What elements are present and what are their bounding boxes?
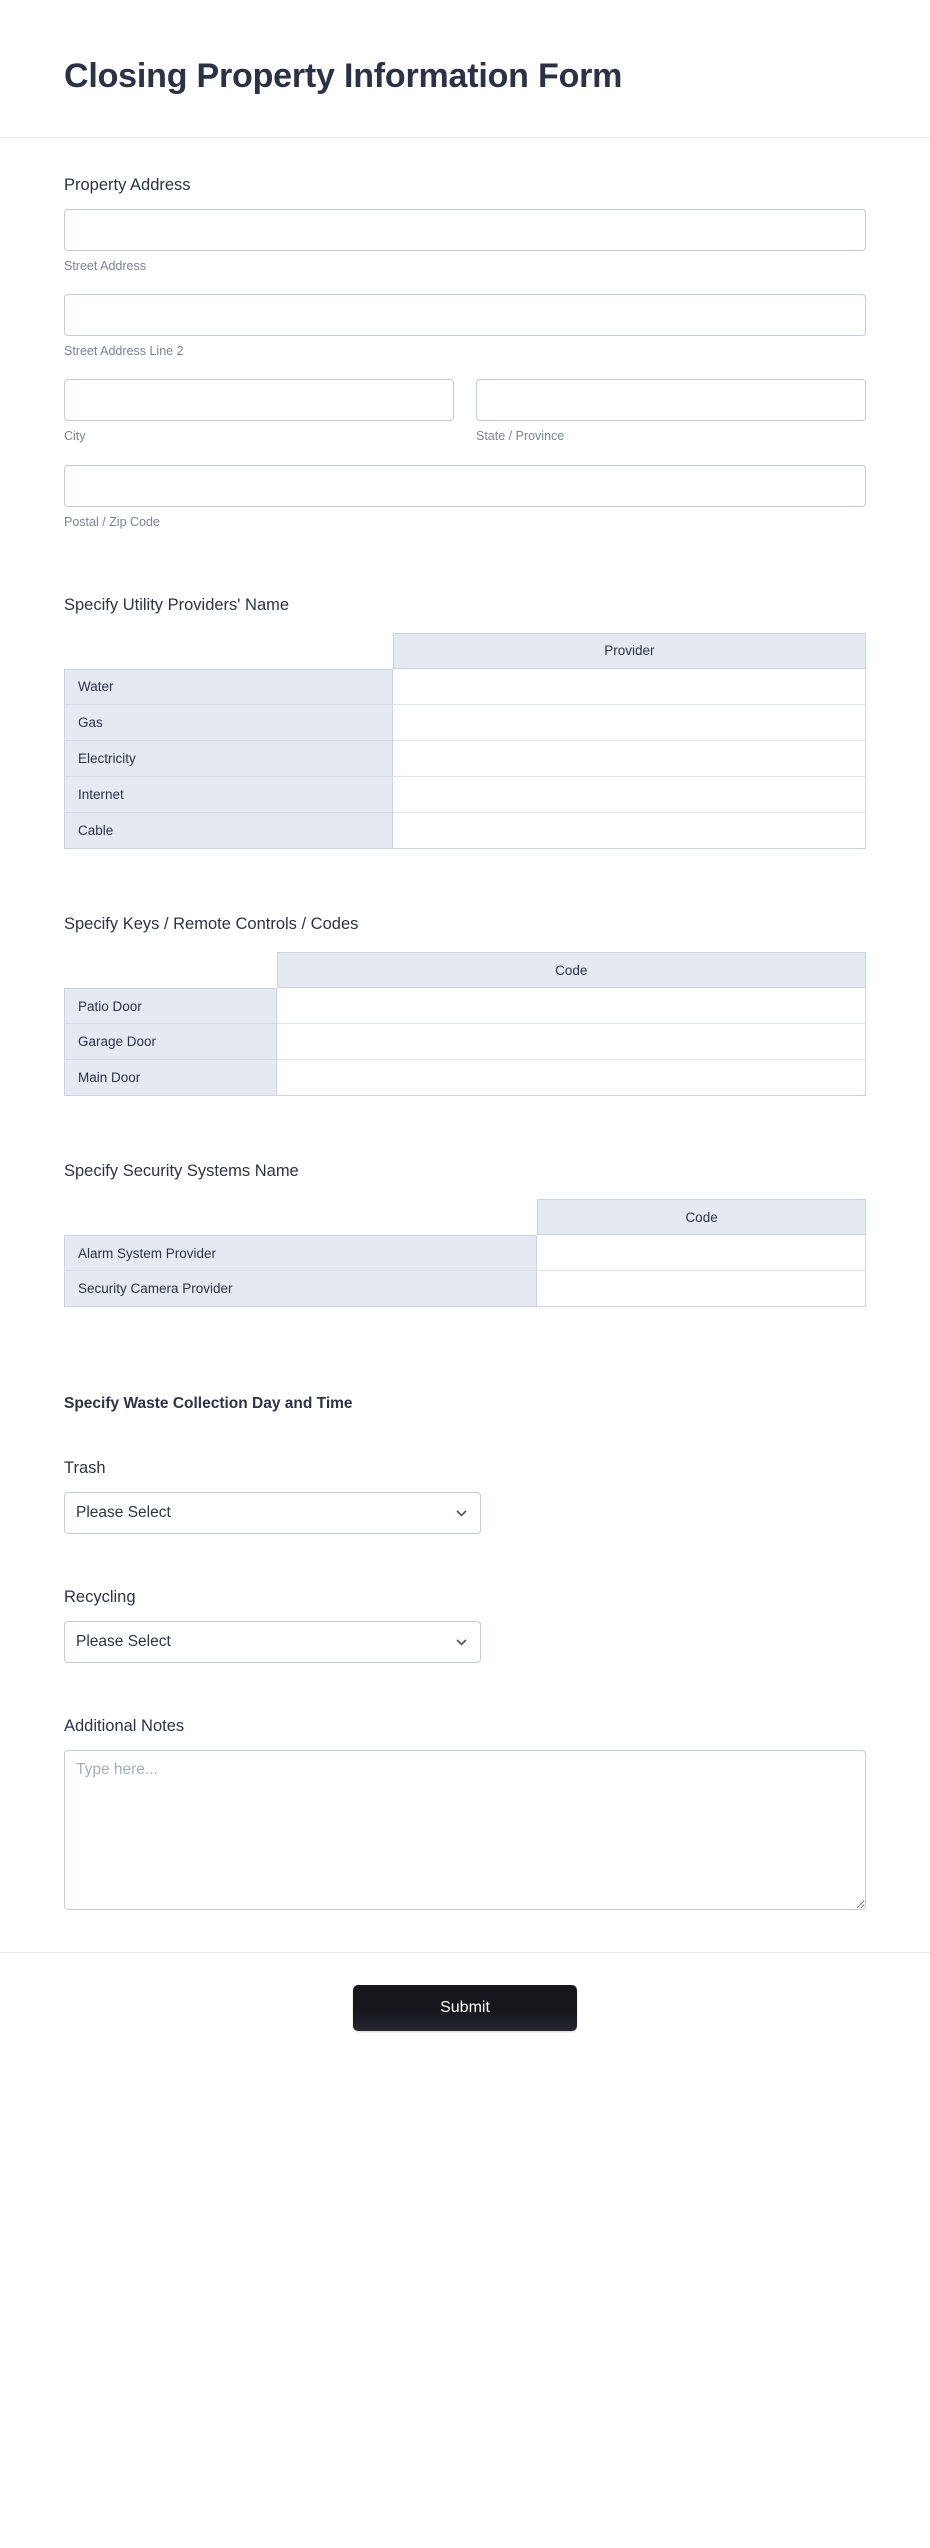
row-label-gas: Gas [64, 705, 393, 741]
keys-codes-table [64, 952, 866, 1096]
additional-notes-block [64, 1715, 866, 1910]
spacer [64, 1697, 866, 1715]
postal-code-group [64, 465, 866, 530]
utility-providers-table [64, 633, 866, 849]
corner-cell [64, 1199, 537, 1235]
street-address-sublabel: Street Address [64, 258, 146, 273]
trash-select-wrap [64, 1492, 481, 1534]
table-header-row [64, 952, 866, 988]
postal-code-sublabel: Postal / Zip Code [64, 514, 160, 529]
city-state-row [64, 379, 866, 444]
spacer [64, 1341, 866, 1393]
recycling-select-wrap [64, 1621, 481, 1663]
street-address-line2-input[interactable] [64, 294, 866, 336]
input-security-camera-code[interactable] [537, 1272, 865, 1306]
city-group [64, 379, 454, 444]
keys-codes-table-wrap [64, 952, 866, 1096]
cell-alarm-system-code[interactable] [537, 1235, 866, 1271]
row-label-internet: Internet [64, 777, 393, 813]
state-province-group [476, 379, 866, 444]
spacer [64, 564, 866, 594]
trash-block [64, 1457, 866, 1534]
property-address-block [64, 174, 866, 530]
state-province-sublabel: State / Province [476, 429, 565, 444]
postal-code-input[interactable] [64, 465, 866, 507]
table-row [64, 1060, 866, 1096]
table-row [64, 741, 866, 777]
column-header-code: Code [537, 1199, 866, 1235]
form-header [0, 0, 930, 138]
table-row [64, 669, 866, 705]
table-row [64, 813, 866, 849]
row-label-electricity: Electricity [64, 741, 393, 777]
street-address-group [64, 209, 866, 274]
table-row [64, 1235, 866, 1271]
input-water-provider[interactable] [393, 669, 865, 703]
cell-electricity-provider[interactable] [393, 741, 866, 777]
spacer [64, 1568, 866, 1586]
utility-providers-block [64, 594, 866, 849]
recycling-select-value: Please Select [76, 1633, 171, 1651]
waste-collection-heading-block [64, 1393, 866, 1415]
table-row [64, 777, 866, 813]
cell-water-provider[interactable] [393, 669, 866, 705]
street-address-input[interactable] [64, 209, 866, 251]
recycling-block [64, 1586, 866, 1663]
utility-providers-label: Specify Utility Providers' Name [64, 595, 290, 614]
keys-codes-block [64, 913, 866, 1096]
input-electricity-provider[interactable] [393, 741, 865, 775]
input-internet-provider[interactable] [393, 777, 865, 811]
trash-select-value: Please Select [76, 1503, 171, 1521]
table-row [64, 1024, 866, 1060]
input-alarm-system-code[interactable] [537, 1236, 865, 1270]
corner-cell [64, 952, 277, 988]
input-main-door-code[interactable] [277, 1061, 865, 1095]
waste-collection-heading: Specify Waste Collection Day and Time [64, 1395, 353, 1413]
input-cable-provider[interactable] [393, 813, 865, 847]
security-systems-table [64, 1199, 866, 1307]
security-systems-table-wrap [64, 1199, 866, 1307]
cell-patio-door-code[interactable] [277, 988, 866, 1024]
trash-label: Trash [64, 1458, 106, 1477]
row-label-security-camera-provider: Security Camera Provider [64, 1271, 537, 1307]
utility-providers-table-wrap [64, 633, 866, 849]
table-header-row [64, 1199, 866, 1235]
row-label-patio-door: Patio Door [64, 988, 277, 1024]
keys-codes-label: Specify Keys / Remote Controls / Codes [64, 914, 359, 933]
spacer [64, 883, 866, 913]
row-label-alarm-system-provider: Alarm System Provider [64, 1235, 537, 1271]
street-address-line2-group [64, 294, 866, 359]
row-label-water: Water [64, 669, 393, 705]
recycling-label: Recycling [64, 1587, 136, 1606]
street-address-line2-sublabel: Street Address Line 2 [64, 344, 184, 359]
column-header-code: Code [277, 952, 866, 988]
cell-main-door-code[interactable] [277, 1060, 866, 1096]
recycling-select[interactable] [64, 1621, 481, 1663]
row-label-cable: Cable [64, 813, 393, 849]
input-gas-provider[interactable] [393, 705, 865, 739]
property-address-label: Property Address [64, 175, 191, 194]
cell-cable-provider[interactable] [393, 813, 866, 849]
column-header-provider: Provider [393, 633, 866, 669]
form-footer [0, 1952, 930, 2071]
table-row [64, 1271, 866, 1307]
table-row [64, 705, 866, 741]
additional-notes-textarea[interactable] [64, 1750, 866, 1910]
trash-select[interactable] [64, 1492, 481, 1534]
security-systems-block [64, 1160, 866, 1307]
city-input[interactable] [64, 379, 454, 421]
table-header-row [64, 633, 866, 669]
page-title: Closing Property Information Form [64, 57, 623, 95]
form-body [0, 138, 930, 1910]
additional-notes-label: Additional Notes [64, 1717, 185, 1736]
city-sublabel: City [64, 429, 86, 444]
cell-garage-door-code[interactable] [277, 1024, 866, 1060]
row-label-main-door: Main Door [64, 1060, 277, 1096]
submit-button[interactable]: Submit [353, 1985, 577, 2031]
row-label-garage-door: Garage Door [64, 1024, 277, 1060]
spacer [64, 1130, 866, 1160]
state-province-input[interactable] [476, 379, 866, 421]
corner-cell [64, 633, 393, 669]
cell-gas-provider[interactable] [393, 705, 866, 741]
cell-security-camera-code[interactable] [537, 1271, 866, 1307]
cell-internet-provider[interactable] [393, 777, 866, 813]
security-systems-label: Specify Security Systems Name [64, 1162, 299, 1181]
input-garage-door-code[interactable] [277, 1025, 865, 1059]
input-patio-door-code[interactable] [277, 989, 865, 1023]
table-row [64, 988, 866, 1024]
